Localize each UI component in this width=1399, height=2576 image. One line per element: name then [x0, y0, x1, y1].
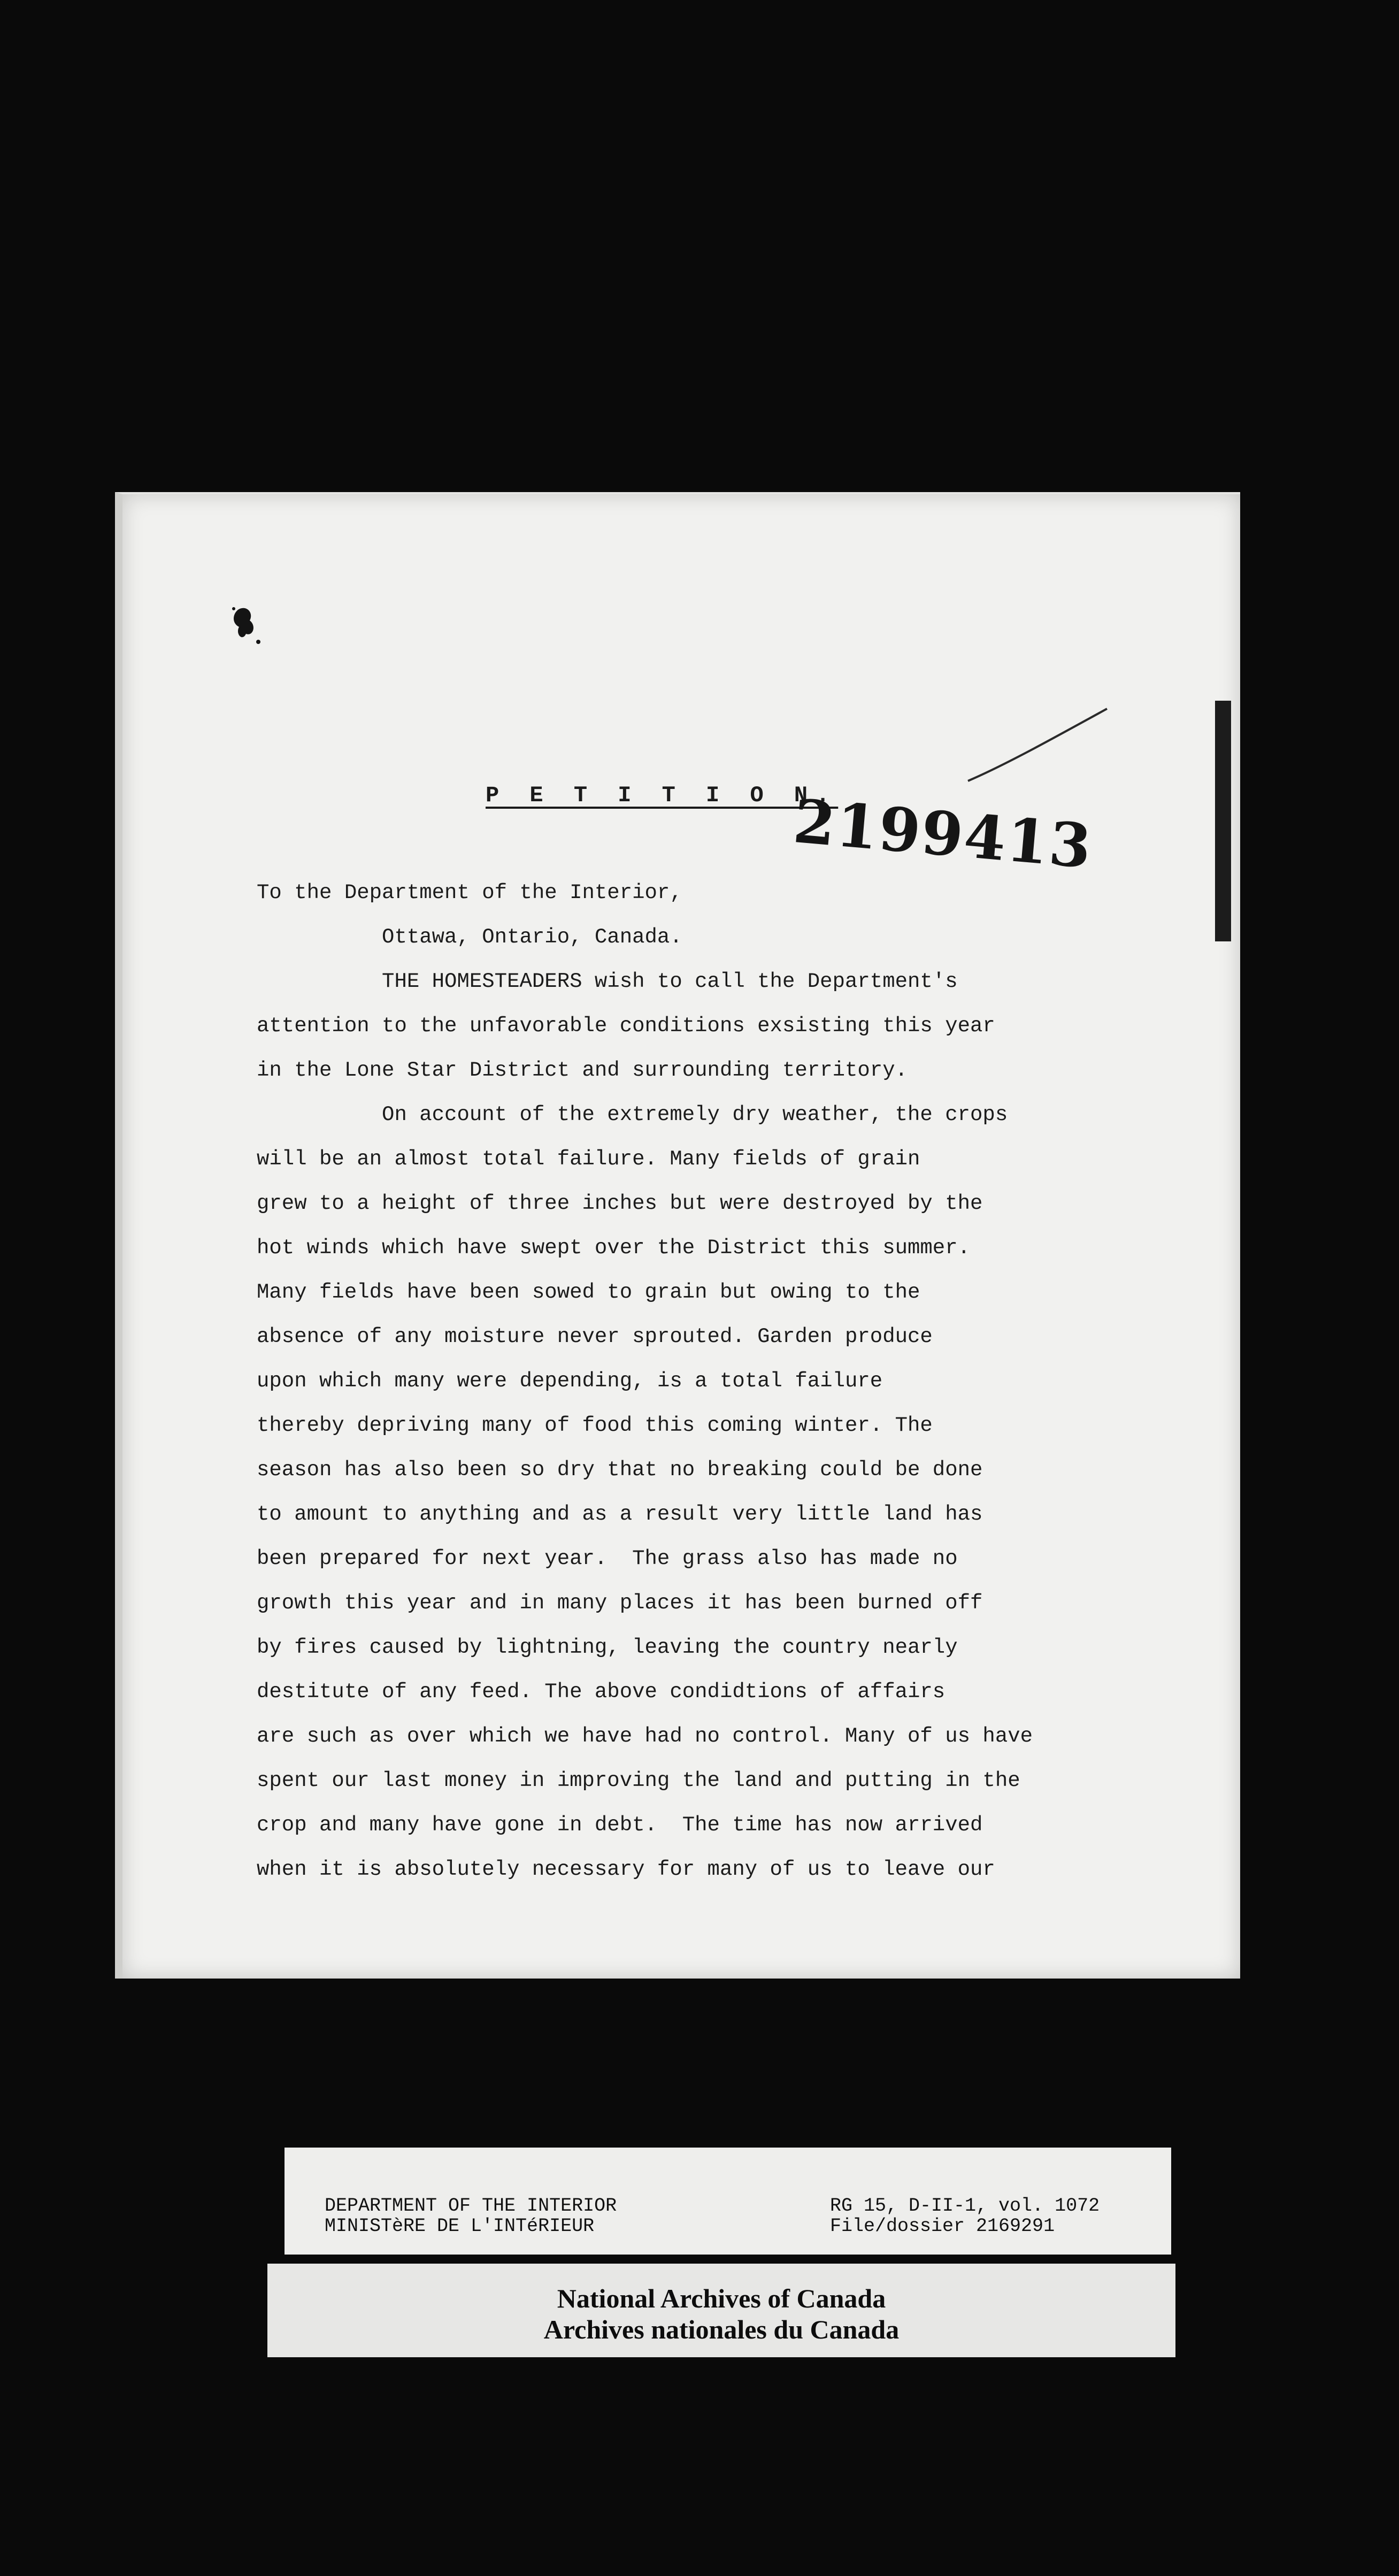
text-line: upon which many were depending, is a total failure	[257, 1369, 883, 1393]
file-number-stamp: 2199413	[790, 786, 1095, 883]
ink-blot-mark	[227, 604, 265, 647]
text-line: On account of the extremely dry weather, the crops	[257, 1103, 1008, 1126]
archives-name-fr: Archives nationales du Canada	[543, 2314, 900, 2344]
text-line: destitute of any feed. The above condidtions of affairs	[257, 1680, 946, 1704]
text-line: season has also been so dry that no breaking could be done	[257, 1458, 983, 1482]
page-edge-tab	[1215, 701, 1231, 941]
archive-reference	[830, 2196, 1100, 2236]
text-line: will be an almost total failure. Many fields of grain	[257, 1147, 920, 1171]
record-group-reference: RG 15, D-II-1, vol. 1072	[830, 2195, 1100, 2217]
department-name-fr: MINISTèRE DE L'INTéRIEUR	[325, 2215, 595, 2237]
department-names	[325, 2196, 617, 2236]
text-line: spent our last money in improving the land and putting in the	[257, 1769, 1020, 1792]
archives-name-en: National Archives of Canada	[557, 2283, 886, 2313]
text-line: Many fields have been sowed to grain but owing to the	[257, 1281, 920, 1304]
text-line: hot winds which have swept over the District this summer.	[257, 1236, 971, 1260]
text-line: grew to a height of three inches but were destroyed by the	[257, 1192, 983, 1215]
text-line: To the Department of the Interior,	[257, 881, 682, 904]
text-line: THE HOMESTEADERS wish to call the Department's	[257, 970, 958, 993]
text-line: to amount to anything and as a result very little land has	[257, 1502, 983, 1526]
text-line: by fires caused by lightning, leaving the country nearly	[257, 1636, 958, 1659]
text-line: in the Lone Star District and surrounding territory.	[257, 1059, 908, 1082]
text-line: crop and many have gone in debt. The time has now arrived	[257, 1813, 983, 1837]
text-line: thereby depriving many of food this coming winter. The	[257, 1414, 933, 1437]
text-line: Ottawa, Ontario, Canada.	[257, 925, 682, 949]
text-line: are such as over which we have had no control. Many of us have	[257, 1724, 1033, 1748]
text-line: when it is absolutely necessary for many of us to leave our	[257, 1858, 995, 1881]
document-title: P E T I T I O N.	[486, 783, 839, 808]
file-dossier-reference: File/dossier 2169291	[830, 2215, 1055, 2237]
text-line: absence of any moisture never sprouted. Garden produce	[257, 1325, 933, 1348]
text-line: been prepared for next year. The grass also has made no	[257, 1547, 958, 1570]
pen-stroke-mark	[963, 706, 1112, 786]
petition-body	[257, 871, 1123, 1892]
archives-banner	[267, 2264, 1175, 2357]
text-line: attention to the unfavorable conditions exsisting this year	[257, 1014, 995, 1038]
department-name-en: DEPARTMENT OF THE INTERIOR	[325, 2195, 617, 2217]
archive-reference-label	[285, 2148, 1171, 2255]
text-line: growth this year and in many places it has been burned off	[257, 1591, 983, 1615]
